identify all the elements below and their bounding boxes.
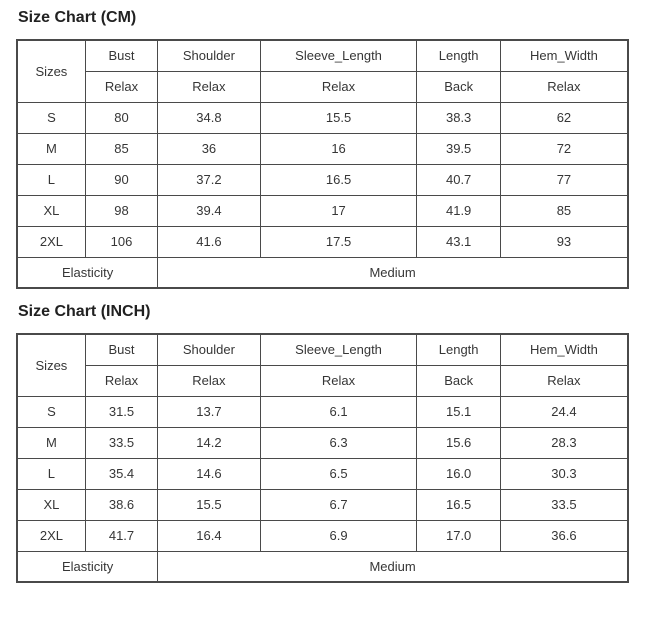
value-cell: 40.7 [417, 164, 500, 195]
value-cell: 36.6 [500, 520, 628, 551]
elasticity-label-cell: Elasticity [17, 257, 158, 288]
elasticity-value-cell: Medium [158, 551, 628, 582]
value-cell: 15.5 [260, 102, 417, 133]
column-subheader-length: Back [417, 71, 500, 102]
column-header-sleeve-length: Sleeve_Length [260, 334, 417, 365]
elasticity-row [17, 257, 628, 288]
value-cell: 72 [500, 133, 628, 164]
value-cell: 80 [85, 102, 157, 133]
value-cell: 15.1 [417, 396, 500, 427]
value-cell: 35.4 [85, 458, 157, 489]
column-header-sleeve-length: Sleeve_Length [260, 40, 417, 71]
value-cell: 98 [85, 195, 157, 226]
column-header-shoulder: Shoulder [158, 40, 261, 71]
table-row [17, 396, 628, 427]
value-cell: 85 [85, 133, 157, 164]
size-cell: M [17, 427, 85, 458]
value-cell: 41.7 [85, 520, 157, 551]
value-cell: 36 [158, 133, 261, 164]
value-cell: 90 [85, 164, 157, 195]
column-header-length: Length [417, 40, 500, 71]
value-cell: 6.1 [260, 396, 417, 427]
column-header-shoulder: Shoulder [158, 334, 261, 365]
value-cell: 6.3 [260, 427, 417, 458]
size-cell: XL [17, 489, 85, 520]
table-row [17, 520, 628, 551]
elasticity-label-cell: Elasticity [17, 551, 158, 582]
table-row [17, 458, 628, 489]
value-cell: 17 [260, 195, 417, 226]
size-cell: 2XL [17, 226, 85, 257]
table-row [17, 226, 628, 257]
value-cell: 62 [500, 102, 628, 133]
value-cell: 16 [260, 133, 417, 164]
column-subheader-shoulder: Relax [158, 71, 261, 102]
value-cell: 77 [500, 164, 628, 195]
subheader-row [17, 71, 628, 102]
size-cell: XL [17, 195, 85, 226]
column-subheader-sleeve-length: Relax [260, 71, 417, 102]
value-cell: 33.5 [500, 489, 628, 520]
value-cell: 15.6 [417, 427, 500, 458]
value-cell: 38.3 [417, 102, 500, 133]
value-cell: 85 [500, 195, 628, 226]
value-cell: 14.6 [158, 458, 261, 489]
table-row [17, 195, 628, 226]
column-subheader-hem-width: Relax [500, 365, 628, 396]
value-cell: 39.4 [158, 195, 261, 226]
value-cell: 39.5 [417, 133, 500, 164]
elasticity-value-cell: Medium [158, 257, 628, 288]
value-cell: 34.8 [158, 102, 261, 133]
sizes-header-cell: Sizes [17, 334, 85, 396]
column-subheader-bust: Relax [85, 71, 157, 102]
size-chart-table-inch [16, 333, 629, 583]
value-cell: 24.4 [500, 396, 628, 427]
size-cell: S [17, 102, 85, 133]
column-header-length: Length [417, 334, 500, 365]
value-cell: 38.6 [85, 489, 157, 520]
column-header-hem-width: Hem_Width [500, 334, 628, 365]
value-cell: 93 [500, 226, 628, 257]
value-cell: 31.5 [85, 396, 157, 427]
value-cell: 16.5 [260, 164, 417, 195]
value-cell: 16.5 [417, 489, 500, 520]
value-cell: 16.4 [158, 520, 261, 551]
size-cell: 2XL [17, 520, 85, 551]
column-subheader-bust: Relax [85, 365, 157, 396]
column-header-bust: Bust [85, 40, 157, 71]
value-cell: 30.3 [500, 458, 628, 489]
table-row [17, 427, 628, 458]
value-cell: 43.1 [417, 226, 500, 257]
size-chart-section-cm [16, 9, 650, 289]
value-cell: 6.9 [260, 520, 417, 551]
table-row [17, 102, 628, 133]
column-subheader-length: Back [417, 365, 500, 396]
size-cell: S [17, 396, 85, 427]
value-cell: 6.7 [260, 489, 417, 520]
value-cell: 33.5 [85, 427, 157, 458]
size-chart-section-inch [16, 303, 650, 583]
column-subheader-sleeve-length: Relax [260, 365, 417, 396]
value-cell: 37.2 [158, 164, 261, 195]
value-cell: 14.2 [158, 427, 261, 458]
subheader-row [17, 365, 628, 396]
column-header-bust: Bust [85, 334, 157, 365]
header-row [17, 40, 628, 71]
value-cell: 41.6 [158, 226, 261, 257]
size-chart-title-cm: Size Chart (CM) [18, 9, 137, 26]
column-subheader-shoulder: Relax [158, 365, 261, 396]
sizes-header-cell: Sizes [17, 40, 85, 102]
column-header-hem-width: Hem_Width [500, 40, 628, 71]
size-chart-title-inch: Size Chart (INCH) [18, 303, 151, 320]
value-cell: 106 [85, 226, 157, 257]
header-row [17, 334, 628, 365]
value-cell: 13.7 [158, 396, 261, 427]
size-cell: M [17, 133, 85, 164]
value-cell: 15.5 [158, 489, 261, 520]
value-cell: 28.3 [500, 427, 628, 458]
elasticity-row [17, 551, 628, 582]
column-subheader-hem-width: Relax [500, 71, 628, 102]
size-cell: L [17, 164, 85, 195]
table-row [17, 133, 628, 164]
value-cell: 17.5 [260, 226, 417, 257]
size-chart-table-cm [16, 39, 629, 289]
value-cell: 17.0 [417, 520, 500, 551]
value-cell: 16.0 [417, 458, 500, 489]
size-cell: L [17, 458, 85, 489]
value-cell: 41.9 [417, 195, 500, 226]
table-row [17, 489, 628, 520]
table-row [17, 164, 628, 195]
value-cell: 6.5 [260, 458, 417, 489]
